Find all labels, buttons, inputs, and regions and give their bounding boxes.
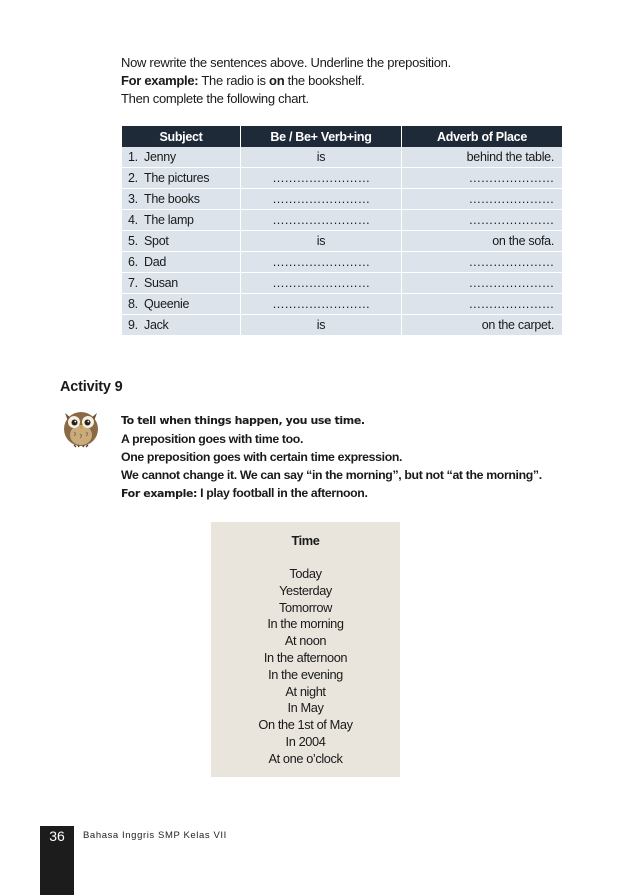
list-item: At noon bbox=[284, 633, 327, 649]
place-cell: ………………… bbox=[402, 168, 562, 189]
subject-cell: 1. Jenny bbox=[122, 147, 240, 168]
place-cell: on the sofa. bbox=[402, 231, 562, 252]
header-place: Adverb of Place bbox=[402, 126, 562, 147]
list-item: Tomorrow bbox=[279, 599, 332, 615]
example-label: For example: bbox=[121, 73, 199, 88]
verb-cell: …………………… bbox=[241, 189, 401, 210]
place-cell: ………………… bbox=[402, 189, 562, 210]
table-row bbox=[122, 294, 562, 315]
note-line-4: We cannot change it. We can say “in the morning”, but not “at the morning”. bbox=[121, 468, 542, 482]
list-item: In the evening bbox=[268, 666, 343, 682]
list-item: On the 1st of May bbox=[258, 717, 353, 733]
list-item: In the afternoon bbox=[263, 649, 348, 665]
owl-icon bbox=[60, 404, 102, 448]
verb-cell: …………………… bbox=[241, 168, 401, 189]
verb-cell: is bbox=[241, 231, 401, 252]
table-row bbox=[122, 168, 562, 189]
verb-cell: is bbox=[241, 147, 401, 168]
time-list bbox=[211, 566, 400, 768]
note-line-2: A preposition goes with time too. bbox=[121, 432, 304, 446]
list-item: At one o’clock bbox=[268, 750, 343, 766]
place-cell: ………………… bbox=[402, 210, 562, 231]
list-item: At night bbox=[285, 683, 326, 699]
list-item: Yesterday bbox=[279, 582, 332, 598]
table-row bbox=[122, 231, 562, 252]
verb-cell: …………………… bbox=[241, 273, 401, 294]
verb-cell: …………………… bbox=[241, 210, 401, 231]
subject-cell: 7. Susan bbox=[122, 273, 240, 294]
header-subject: Subject bbox=[122, 126, 240, 147]
subject-cell: 8. Queenie bbox=[122, 294, 240, 315]
note-line-3: One preposition goes with certain time expression. bbox=[121, 450, 403, 464]
table-row bbox=[122, 147, 562, 168]
header-verb: Be / Be+ Verb+ing bbox=[241, 126, 401, 147]
verb-cell: …………………… bbox=[241, 294, 401, 315]
subject-cell: 2. The pictures bbox=[122, 168, 240, 189]
example-bold: on bbox=[269, 73, 285, 88]
subject-cell: 9. Jack bbox=[122, 315, 240, 336]
time-box-title: Time bbox=[291, 533, 320, 548]
preposition-chart bbox=[121, 126, 563, 336]
verb-cell: is bbox=[241, 315, 401, 336]
book-title: Bahasa Inggris SMP Kelas VII bbox=[83, 830, 227, 841]
time-expressions-box bbox=[211, 522, 400, 777]
subject-cell: 6. Dad bbox=[122, 252, 240, 273]
chart-header-row bbox=[122, 126, 562, 147]
subject-cell: 4. The lamp bbox=[122, 210, 240, 231]
note-example-line bbox=[121, 484, 591, 503]
place-cell: ………………… bbox=[402, 294, 562, 315]
place-cell: ………………… bbox=[402, 273, 562, 294]
example-line bbox=[121, 72, 591, 90]
table-row bbox=[122, 252, 562, 273]
table-row bbox=[122, 315, 562, 336]
instruction-line-2: Then complete the following chart. bbox=[121, 91, 309, 106]
table-row bbox=[122, 210, 562, 231]
table-row bbox=[122, 189, 562, 210]
subject-cell: 5. Spot bbox=[122, 231, 240, 252]
example-pre: The radio is bbox=[198, 73, 270, 88]
intro-text bbox=[121, 54, 591, 108]
note-example-text: I play football in the afternoon. bbox=[197, 486, 368, 500]
activity-title: Activity 9 bbox=[60, 379, 123, 395]
verb-cell: …………………… bbox=[241, 252, 401, 273]
list-item: In the morning bbox=[267, 616, 344, 632]
table-row bbox=[122, 273, 562, 294]
note-example-label: For example: bbox=[121, 487, 198, 500]
place-cell: ………………… bbox=[402, 252, 562, 273]
place-cell: behind the table. bbox=[402, 147, 562, 168]
place-cell: on the carpet. bbox=[402, 315, 562, 336]
list-item: In 2004 bbox=[285, 733, 326, 749]
list-item: In May bbox=[287, 700, 324, 716]
example-post: the bookshelf. bbox=[284, 73, 365, 88]
page-number: 36 bbox=[49, 828, 65, 844]
list-item: Today bbox=[289, 566, 322, 581]
note-line-1: To tell when things happen, you use time. bbox=[121, 414, 365, 427]
subject-cell: 3. The books bbox=[122, 189, 240, 210]
activity-notes bbox=[121, 412, 591, 503]
instruction-line: Now rewrite the sentences above. Underline the preposition. bbox=[121, 55, 451, 70]
